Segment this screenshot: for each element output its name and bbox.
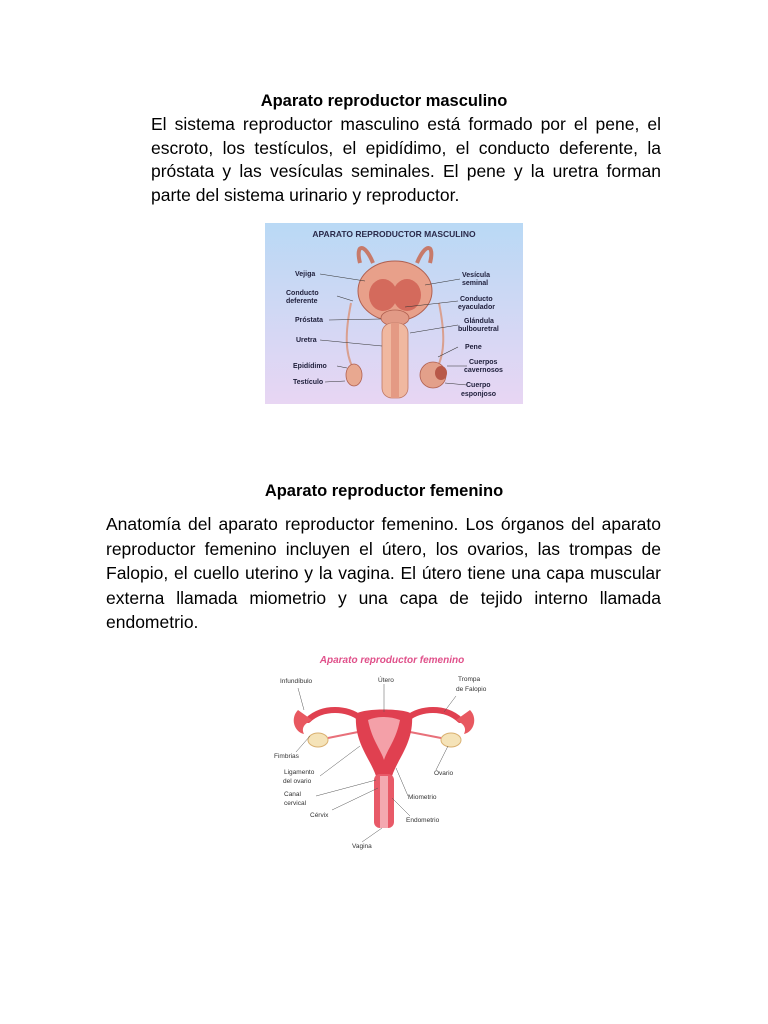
label-conducto-deferente-2: deferente	[286, 298, 318, 305]
label-cavernosos-2: cavernosos	[464, 367, 503, 374]
label-ovario: Ovario	[434, 770, 454, 777]
label-ligamento-1: Ligamento	[284, 769, 315, 776]
label-esponjoso-1: Cuerpo	[466, 382, 491, 389]
male-paragraph: El sistema reproductor masculino está formado por el pene, el escroto, los testículos, el epidídimo, el conducto deferente, la próstata y las vesículas seminales. El pene y la uretra forman parte del sistema urinario y reproductor.	[151, 114, 661, 205]
label-vesicula-1: Vesícula	[462, 272, 491, 279]
label-testiculo: Testículo	[293, 379, 324, 386]
label-canal-2: cervical	[284, 800, 307, 807]
label-infundibulo: Infundíbulo	[280, 678, 313, 685]
label-trompa-2: de Falopio	[456, 686, 487, 693]
label-vejiga: Vejiga	[295, 271, 316, 278]
label-canal-1: Canal	[284, 791, 301, 798]
label-cervix: Cérvix	[310, 812, 329, 819]
label-ligamento-2: del ovario	[283, 778, 312, 785]
label-vesicula-2: seminal	[462, 280, 489, 287]
female-paragraph: Anatomía del aparato reproductor femenino. Los órganos del aparato reproductor femenino incluyen el útero, los ovarios, las trompas de Falopio, el cuello uterino y la vagina. El útero tiene una capa muscular externa llamada miometrio y una capa de tejido interno llamada endometrio.	[106, 514, 661, 632]
label-pene: Pene	[465, 344, 482, 351]
label-uretra: Uretra	[296, 337, 317, 344]
male-reproductive-diagram	[265, 223, 523, 404]
label-conducto-deferente-1: Conducto	[286, 290, 319, 297]
label-glandula-1: Glándula	[464, 318, 494, 325]
label-prostata: Próstata	[295, 317, 324, 324]
label-utero: Útero	[378, 677, 394, 684]
label-cavernosos-1: Cuerpos	[469, 359, 498, 366]
label-trompa-1: Trompa	[458, 676, 481, 683]
label-glandula-2: bulbouretral	[458, 326, 499, 333]
label-esponjoso-2: esponjoso	[461, 391, 497, 398]
female-reproductive-diagram	[268, 648, 500, 854]
label-miometrio: Miometrio	[408, 794, 437, 801]
label-fimbrias: Fimbrias	[274, 753, 299, 760]
label-eyaculador-1: Conducto	[460, 296, 493, 303]
male-figure-heading: APARATO REPRODUCTOR MASCULINO	[312, 229, 476, 239]
female-figure-heading: Aparato reproductor femenino	[319, 655, 465, 666]
label-endometrio: Endometrio	[406, 817, 440, 824]
label-epididimo: Epidídimo	[293, 363, 327, 370]
label-eyaculador-2: eyaculador	[458, 304, 495, 311]
female-section-title: Aparato reproductor femenino	[264, 482, 504, 500]
label-vagina: Vagina	[352, 843, 372, 850]
male-section-title: Aparato reproductor masculino	[260, 92, 508, 110]
